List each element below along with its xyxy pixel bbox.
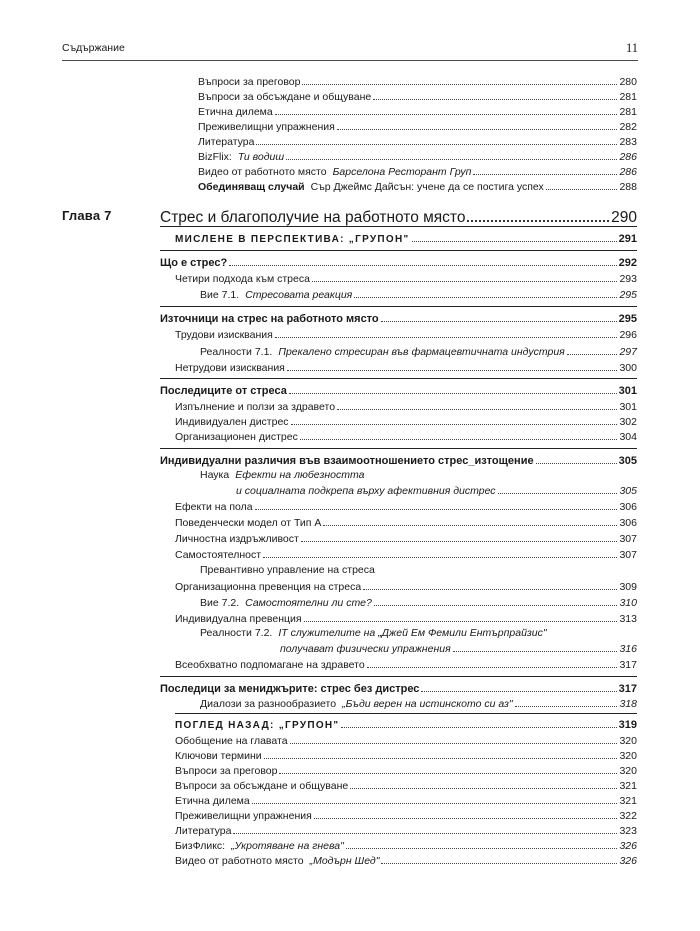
toc-entry: получават физически упражнения 316 (280, 640, 637, 656)
toc-entry: Преживелищни упражнения 282 (198, 118, 637, 134)
section-divider (160, 448, 637, 449)
toc-entry: Индивидуална превенция 313 (175, 610, 637, 626)
toc-entry: Литература 283 (198, 133, 637, 149)
section-heading: Последици за мениджърите: стрес без дистрес 317 (160, 680, 637, 696)
toc-entry: Индивидуален дистрес 302 (175, 413, 637, 429)
perspective-entry: МИСЛЕНЕ В ПЕРСПЕКТИВА: „ГРУПОН" 291 (175, 230, 637, 247)
chapter-title: Стрес и благополучие на работното място 290 (160, 206, 637, 227)
toc-entry: Организационна превенция на стреса 309 (175, 578, 637, 594)
toc-entry: Вие 7.2. Самостоятелни ли сте? 310 (200, 594, 637, 610)
toc-entry: Етична дилема 321 (175, 792, 637, 808)
toc-entry: Четири подхода към стреса 293 (175, 270, 637, 286)
toc-entry: Нетрудови изисквания 300 (175, 359, 637, 375)
toc-entry: Въпроси за обсъждане и общуване 321 (175, 777, 637, 793)
toc-entry: Вие 7.1. Стресовата реакция 295 (200, 286, 637, 302)
toc-entry: Реалности 7.1. Прекалено стресиран във фармацевтичната индустрия 297 (200, 343, 637, 359)
toc-entry: Въпроси за преговор 320 (175, 762, 637, 778)
toc-entry: Реалности 7.2. IT служителите на „Джей Ем Фемили Ентърпрайзис" (200, 627, 547, 639)
toc-entry: БизФликс: „Укротяване на гнева" 326 (175, 837, 637, 853)
toc-entry: Литература 323 (175, 822, 637, 838)
section-divider (160, 676, 637, 677)
toc-entry: Поведенчески модел от Тип А 306 (175, 514, 637, 530)
lookback-entry: ПОГЛЕД НАЗАД: „ГРУПОН" 319 (175, 716, 637, 733)
toc-entry: Ефекти на пола 306 (175, 498, 637, 514)
running-header-section: Съдържание (62, 42, 125, 54)
section-heading: Последиците от стреса 301 (160, 382, 637, 398)
toc-entry: Трудови изисквания 296 (175, 326, 637, 342)
page-number: 11 (625, 41, 638, 55)
section-divider (160, 226, 637, 227)
section-heading: Източници на стрес на работното място 295 (160, 310, 637, 326)
section-divider (175, 713, 637, 714)
section-divider (160, 378, 637, 379)
toc-entry: и социалната подкрепа върху афективния дистрес 305 (236, 482, 637, 498)
running-header (62, 40, 638, 61)
toc-entry: Личностна издръжливост 307 (175, 530, 637, 546)
section-heading: Индивидуални различия във взаимоотношението стрес_изтощение 305 (160, 452, 637, 468)
toc-entry: Изпълнение и ползи за здравето 301 (175, 398, 637, 414)
toc-entry: Въпроси за преговор 280 (198, 73, 637, 89)
toc-entry: Диалози за разнообразието „Бъди верен на истинското си аз" 318 (200, 695, 637, 711)
toc-entry: Въпроси за обсъждане и общуване 281 (198, 88, 637, 104)
toc-entry: Ключови термини 320 (175, 747, 637, 763)
toc-entry: Видео от работното място „Модърн Шед" 326 (175, 852, 637, 868)
toc-entry: Етична дилема 281 (198, 103, 637, 119)
toc-entry: Всеобхватно подпомагане на здравето 317 (175, 656, 637, 672)
toc-entry: BizFlix: Ти водиш 286 (198, 148, 637, 164)
toc-subheading: Превантивно управление на стреса (200, 564, 375, 576)
toc-entry: Самостоятелност 307 (175, 546, 637, 562)
section-divider (160, 306, 637, 307)
toc-entry: Видео от работното място Барселона Ресторант Груп 286 (198, 163, 637, 179)
section-heading: Що е стрес? 292 (160, 254, 637, 270)
toc-entry: Обобщение на главата 320 (175, 732, 637, 748)
toc-entry: Преживелищни упражнения 322 (175, 807, 637, 823)
chapter-label: Глава 7 (62, 208, 112, 223)
section-divider (160, 250, 637, 251)
toc-entry: Организационен дистрес 304 (175, 428, 637, 444)
toc-entry: Обединяващ случай Сър Джеймс Дайсън: учене да се постига успех 288 (198, 178, 637, 194)
toc-entry: Наука Ефекти на любезността (200, 469, 365, 481)
